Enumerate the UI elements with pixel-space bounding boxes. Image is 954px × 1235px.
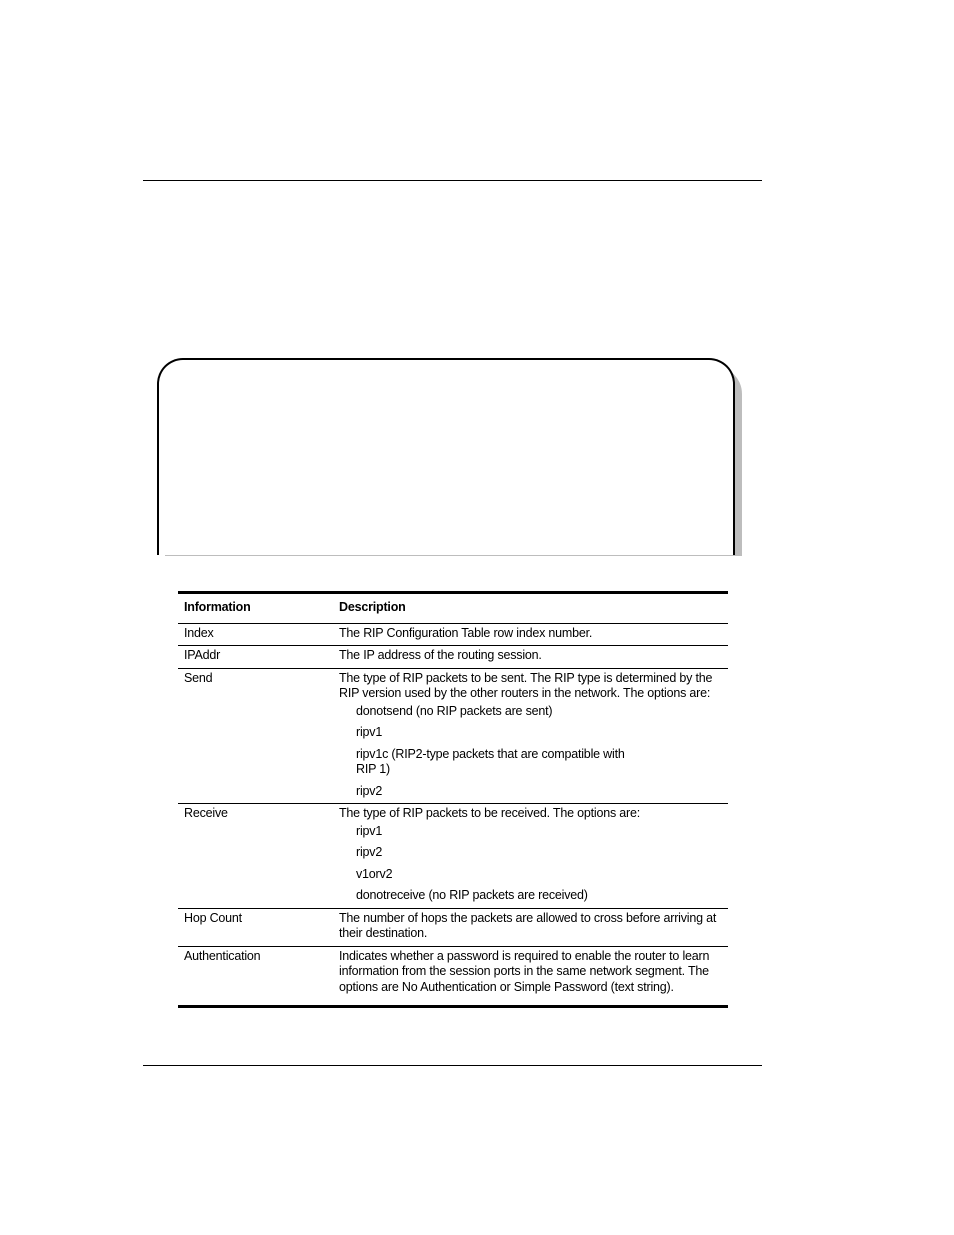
row-description bbox=[333, 908, 728, 946]
header-information: Information bbox=[178, 593, 333, 624]
row-info: Hop Count bbox=[178, 908, 333, 946]
row-description bbox=[333, 946, 728, 1007]
option-item bbox=[356, 747, 722, 778]
description-text: The number of hops the packets are allowed to cross before arriving at their destination. bbox=[339, 910, 717, 940]
option-text: ripv1c (RIP2-type packets that are compatible with RIP 1) bbox=[356, 746, 625, 776]
option-item: donotreceive (no RIP packets are received) bbox=[356, 888, 588, 902]
options-list bbox=[339, 704, 722, 800]
table-row bbox=[178, 668, 728, 804]
table-row bbox=[178, 804, 728, 909]
row-info: IPAddr bbox=[178, 646, 333, 669]
header-description: Description bbox=[333, 593, 728, 624]
footer-rule bbox=[143, 1065, 762, 1066]
row-info: Index bbox=[178, 623, 333, 646]
row-description bbox=[333, 646, 728, 669]
description-text: Indicates whether a password is required to enable the router to learn information from the session ports in the same network segment. The options are No Authentication or Simple Password (text string). bbox=[339, 948, 710, 994]
screenshot-frame-cutoff bbox=[150, 556, 750, 576]
description-text: The RIP Configuration Table row index number. bbox=[339, 625, 593, 640]
option-item: v1orv2 bbox=[356, 866, 393, 881]
table-header-row bbox=[178, 593, 728, 624]
row-info: Receive bbox=[178, 804, 333, 909]
rip-configuration-table bbox=[178, 591, 728, 1008]
description-text: The IP address of the routing session. bbox=[339, 648, 542, 662]
row-description bbox=[333, 804, 728, 909]
table-row bbox=[178, 908, 728, 946]
option-item: ripv2 bbox=[356, 783, 383, 798]
option-item: ripv2 bbox=[356, 845, 383, 859]
table-row bbox=[178, 623, 728, 646]
option-item: ripv1 bbox=[356, 823, 383, 838]
option-item: donotsend (no RIP packets are sent) bbox=[356, 703, 553, 718]
header-rule bbox=[143, 180, 762, 181]
row-info: Authentication bbox=[178, 946, 333, 1007]
options-list bbox=[339, 824, 722, 904]
description-text: The type of RIP packets to be received. The options are: bbox=[339, 806, 641, 820]
table-row bbox=[178, 946, 728, 1007]
table-row bbox=[178, 646, 728, 669]
option-item: ripv1 bbox=[356, 725, 383, 739]
row-info: Send bbox=[178, 668, 333, 804]
row-description bbox=[333, 668, 728, 804]
row-description bbox=[333, 623, 728, 646]
screenshot-frame bbox=[157, 358, 735, 555]
description-text: The type of RIP packets to be sent. The RIP type is determined by the RIP version used by the other routers in the network. The options are: bbox=[339, 670, 713, 700]
